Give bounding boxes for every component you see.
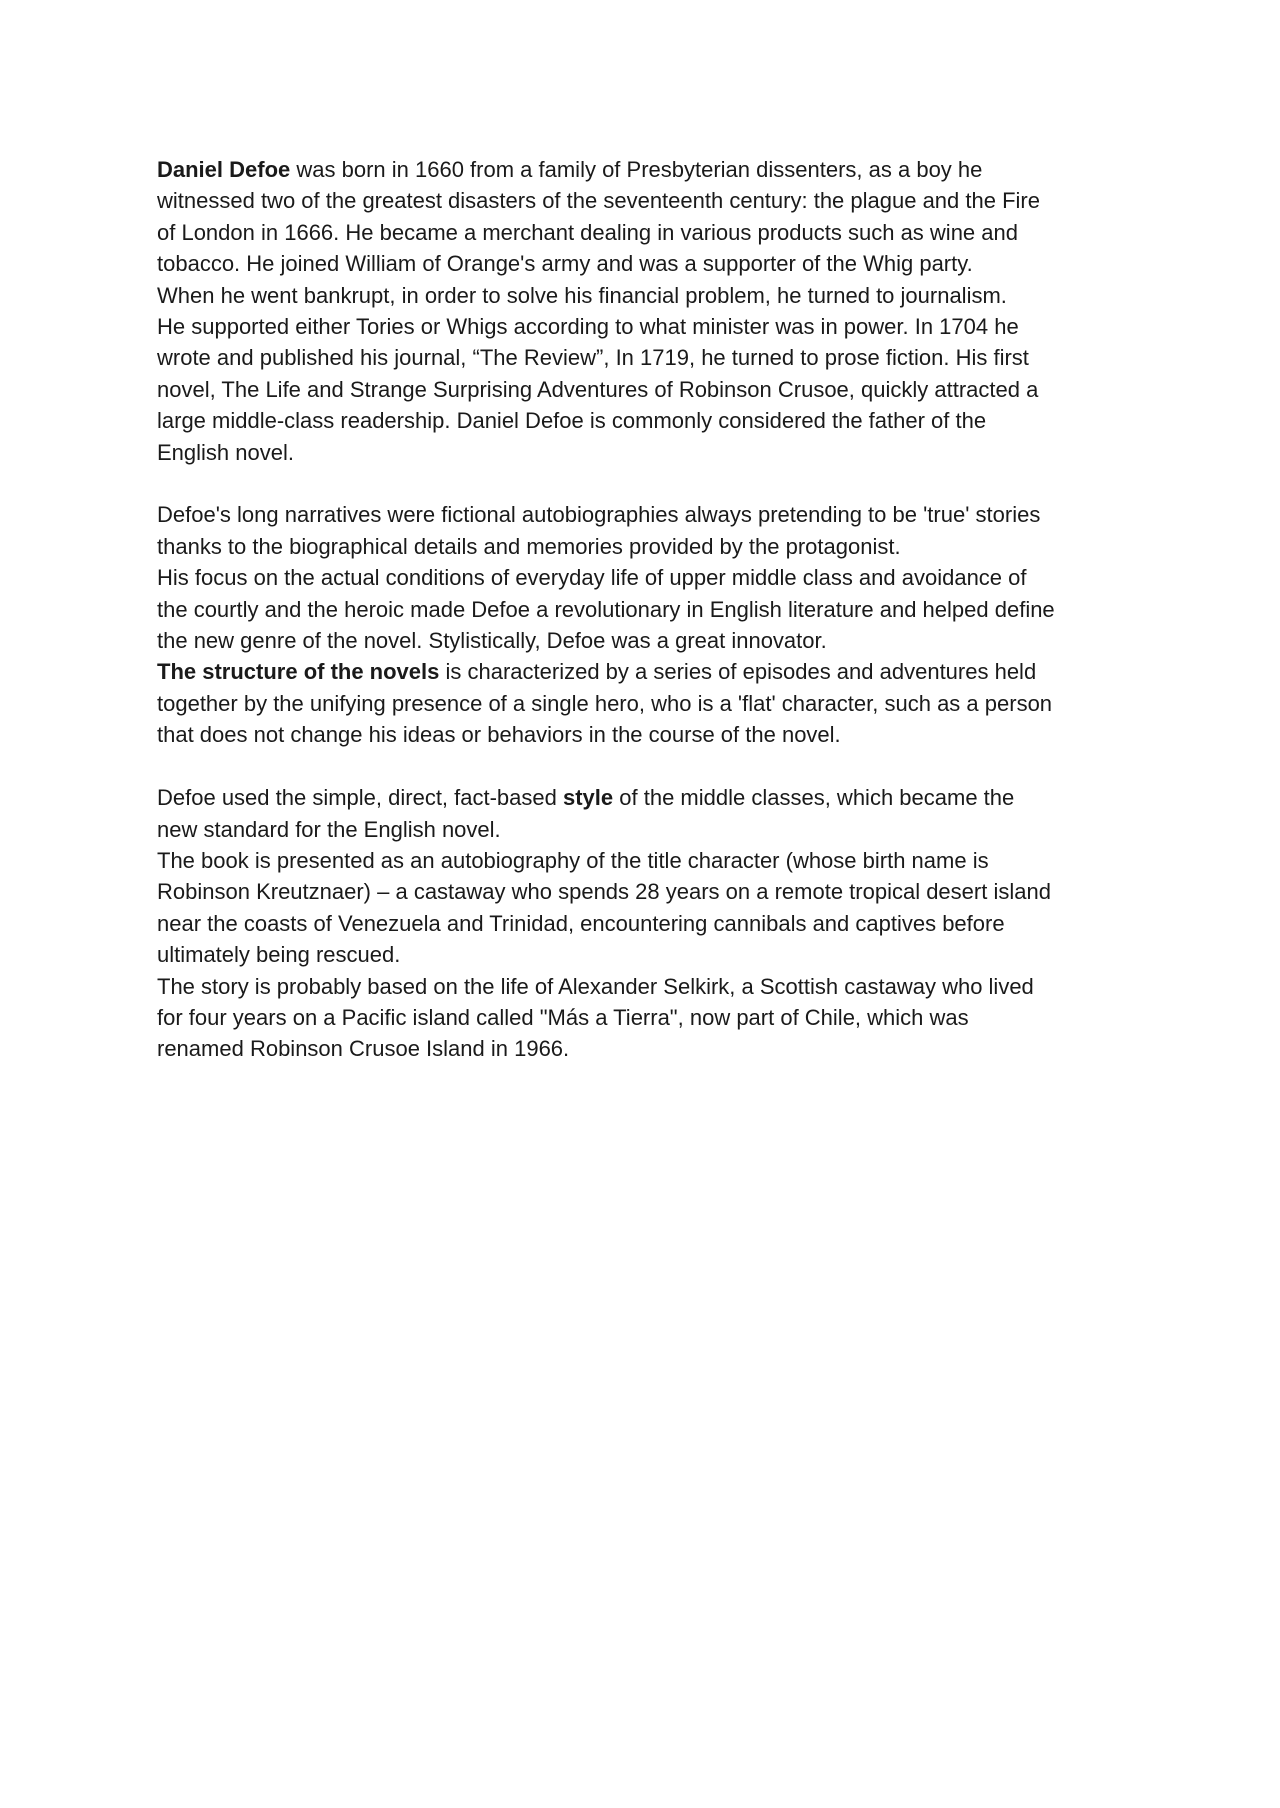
paragraph-spacer (157, 751, 1137, 782)
text-line: large middle-class readership. Daniel Defoe is commonly considered the father of the (157, 408, 987, 434)
text-line: near the coasts of Venezuela and Trinidad, encountering cannibals and captives before (157, 910, 1005, 936)
text-line: Defoe's long narratives were fictional autobiographies always pretending to be 'true' stories (157, 502, 1041, 528)
text-line: When he went bankrupt, in order to solve his financial problem, he turned to journalism. (157, 282, 1007, 308)
text-line: for four years on a Pacific island called "Más a Tierra", now part of Chile, which was (157, 1004, 969, 1030)
text-span: is characterized by a series of episodes and adventures held (439, 659, 1037, 685)
text-line (157, 656, 1137, 687)
text-line: English novel. (157, 439, 294, 465)
text-line: The book is presented as an autobiography of the title character (whose birth name is (157, 847, 989, 873)
text-line: the courtly and the heroic made Defoe a revolutionary in English literature and helped define (157, 596, 1055, 622)
text-line: of London in 1666. He became a merchant dealing in various products such as wine and (157, 219, 1018, 245)
paragraph-defoe-biography (157, 154, 1137, 468)
text-line: wrote and published his journal, “The Review”, In 1719, he turned to prose fiction. His first (157, 345, 1029, 371)
text-line: new standard for the English novel. (157, 816, 501, 842)
text-line (157, 154, 1137, 185)
text-line: The story is probably based on the life of Alexander Selkirk, a Scottish castaway who lived (157, 973, 1034, 999)
bold-name: Daniel Defoe (157, 157, 291, 182)
text-line: renamed Robinson Crusoe Island in 1966. (157, 1036, 570, 1062)
text-line: the new genre of the novel. Stylistically, Defoe was a great innovator. (157, 628, 827, 654)
document-body (157, 154, 1137, 1065)
text-line: His focus on the actual conditions of everyday life of upper middle class and avoidance of (157, 565, 1027, 591)
text-line: thanks to the biographical details and memories provided by the protagonist. (157, 533, 901, 559)
bold-heading: The structure of the novels (157, 659, 440, 685)
text-line: witnessed two of the greatest disasters of the seventeenth century: the plague and the Fire (157, 188, 1040, 214)
text-line: novel, The Life and Strange Surprising Adventures of Robinson Crusoe, quickly attracted a (157, 376, 1039, 402)
paragraph-spacer (157, 468, 1137, 499)
text-span: of the middle classes, which became the (613, 785, 1015, 811)
text-span: was born in 1660 from a family of Presbyterian dissenters, as a boy he (290, 157, 983, 182)
text-line: together by the unifying presence of a single hero, who is a 'flat' character, such as a person (157, 690, 1053, 716)
text-line (157, 782, 1137, 813)
text-line: Robinson Kreutznaer) – a castaway who spends 28 years on a remote tropical desert island (157, 879, 1051, 905)
text-line: He supported either Tories or Whigs according to what minister was in power. In 1704 he (157, 314, 1019, 340)
text-line: that does not change his ideas or behaviors in the course of the novel. (157, 722, 841, 748)
paragraph-style (157, 782, 1137, 1065)
text-line: tobacco. He joined William of Orange's army and was a supporter of the Whig party. (157, 251, 973, 277)
text-span: Defoe used the simple, direct, fact-based (157, 785, 563, 811)
text-line: ultimately being rescued. (157, 942, 401, 968)
paragraph-narratives (157, 499, 1137, 750)
bold-word: style (563, 785, 614, 811)
